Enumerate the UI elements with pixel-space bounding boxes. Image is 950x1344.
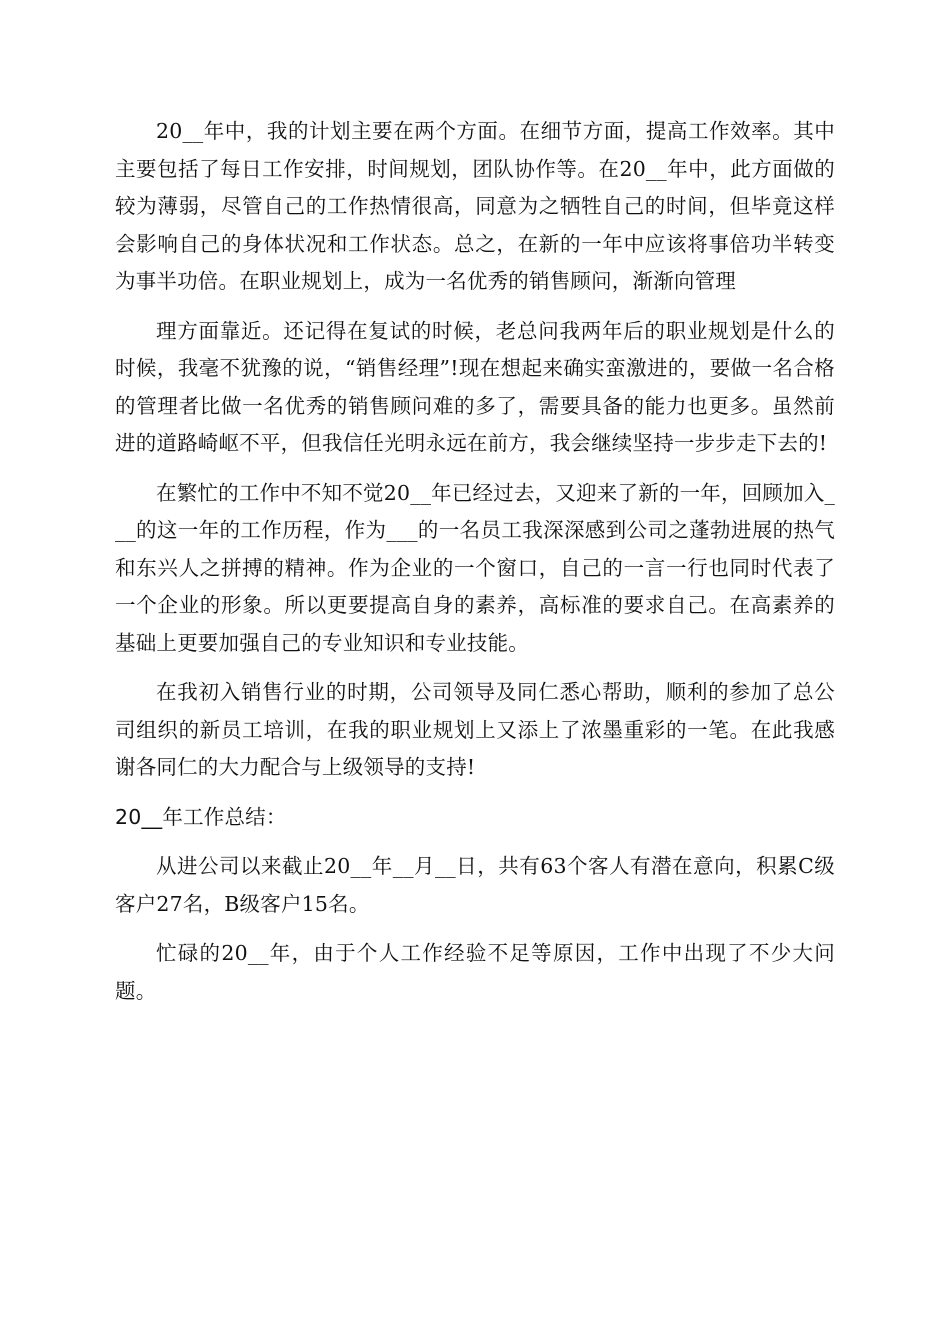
paragraph-problems: 忙碌的20__年，由于个人工作经验不足等原因，工作中出现了不少大问题。	[115, 941, 835, 1003]
section-heading: 20__年工作总结：	[115, 804, 287, 829]
paragraph-customer-stats: 从进公司以来截止20__年__月__日，共有63个客人有潜在意向，积累C级客户27名，B级客户15名。	[115, 854, 835, 916]
paragraph-gratitude: 在我初入销售行业的时期，公司领导及同仁悉心帮助，顺利的参加了总公司组织的新员工培训，在我的职业规划上又添上了浓墨重彩的一笔。在此我感谢各同仁的大力配合与上级领导的支持!	[115, 680, 835, 779]
paragraph-work-plan: 20__年中，我的计划主要在两个方面。在细节方面，提高工作效率。其中主要包括了每日工作安排，时间规划，团队协作等。在20__年中，此方面做的较为薄弱，尽管自己的工作热情很高，同意为之牺牲自己的时间，但毕竟这样会影响自己的身体状况和工作状态。总之，在新的一年中应该将事倍功半转变为事半功倍。在职业规划上，成为一名优秀的销售顾问，渐渐向管理	[115, 119, 835, 293]
document-body	[115, 113, 835, 1022]
paragraph-career-goal: 理方面靠近。还记得在复试的时候，老总问我两年后的职业规划是什么的时候，我毫不犹豫的说，“销售经理”!现在想起来确实蛮激进的，要做一名合格的管理者比做一名优秀的销售顾问难的多了，需要具备的能力也更多。虽然前进的道路崎岖不平，但我信任光明永远在前方，我会继续坚持一步步走下去的!	[115, 318, 835, 455]
paragraph-year-review: 在繁忙的工作中不知不觉20__年已经过去，又迎来了新的一年，回顾加入___的这一年的工作历程，作为___的一名员工我深深感到公司之蓬勃进展的热气和东兴人之拼搏的精神。作为企业的一个窗口，自己的一言一行也同时代表了一个企业的形象。所以更要提高自身的素养，高标准的要求自己。在高素养的基础上更要加强自己的专业知识和专业技能。	[115, 480, 835, 655]
